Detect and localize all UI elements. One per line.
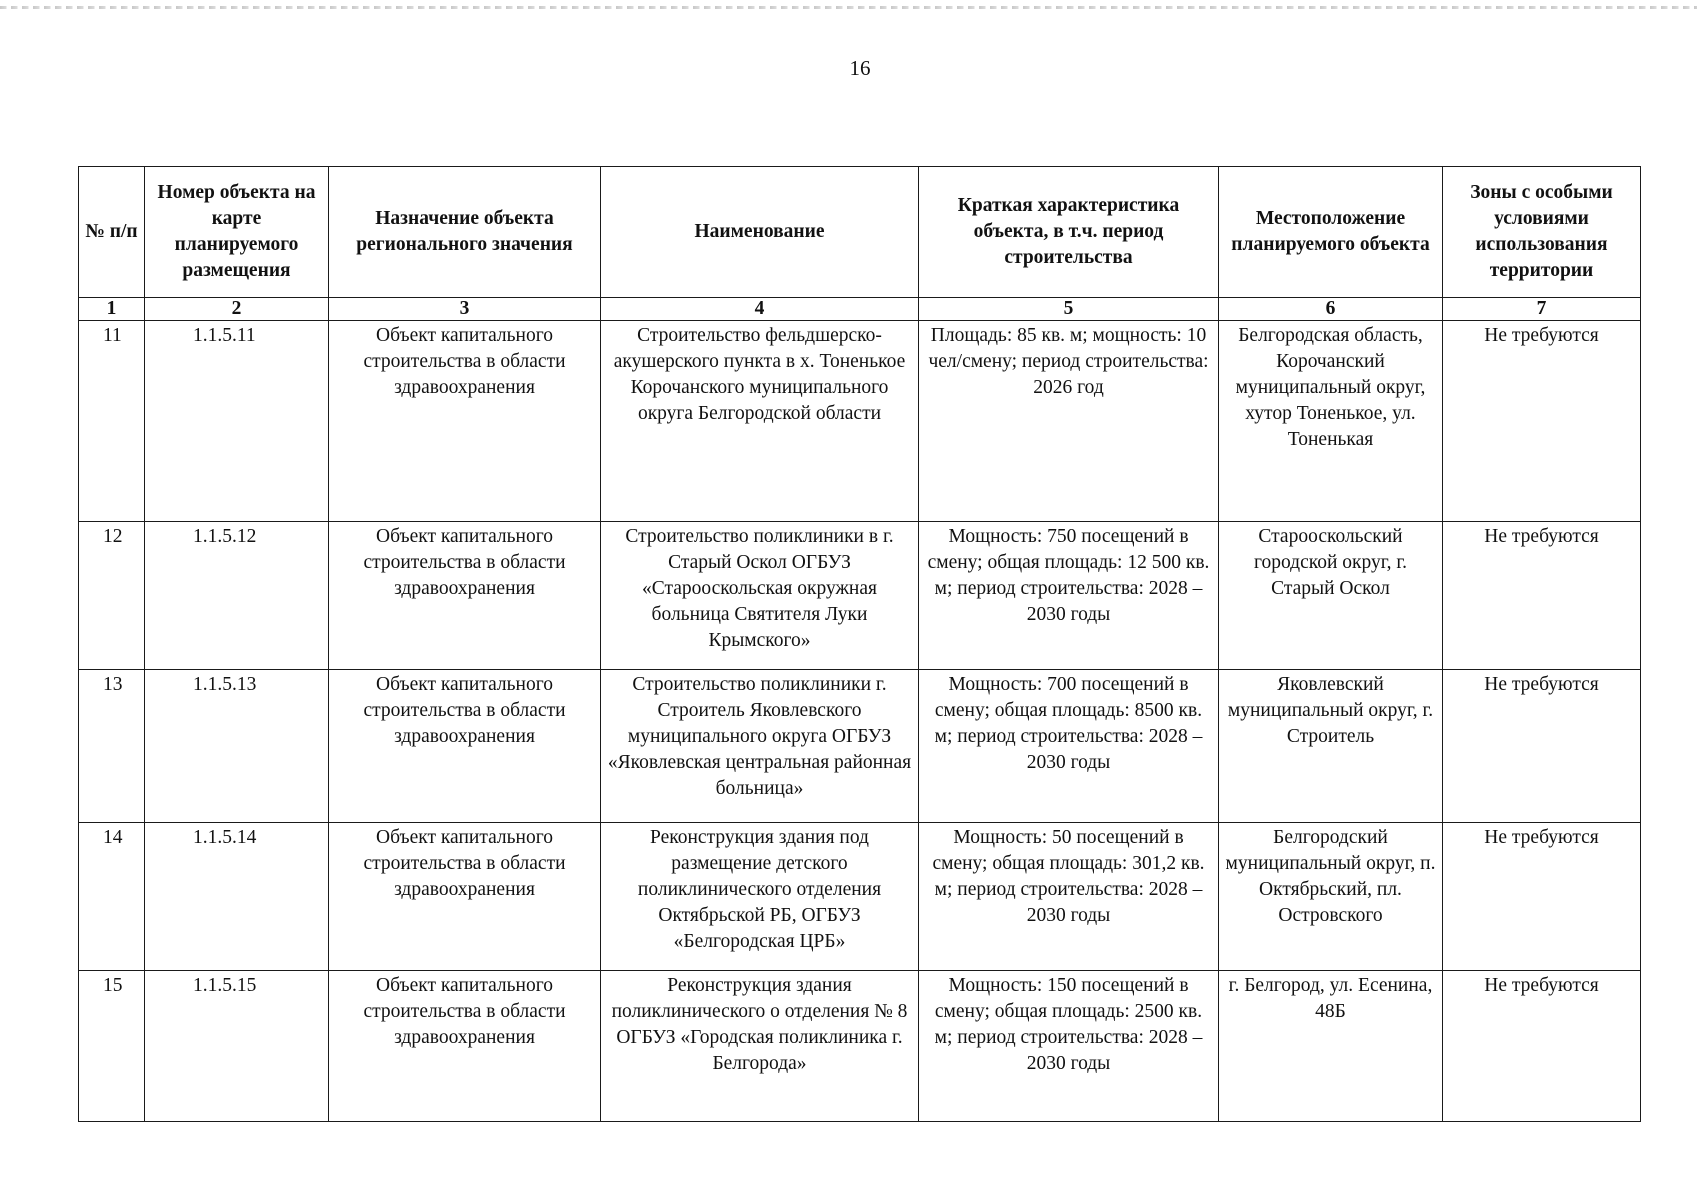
- column-number: 4: [601, 298, 919, 321]
- object-name: Реконструкция здания под размещение детского поликлинического отделения Октябрьской РБ, ОГБУЗ «Белгородская ЦРБ»: [601, 823, 919, 971]
- map-code: 1.1.5.11: [145, 321, 329, 522]
- table-row: [79, 670, 1641, 823]
- objects-table: [78, 166, 1641, 1122]
- table-row: [79, 321, 1641, 522]
- object-characteristics: Площадь: 85 кв. м; мощность: 10 чел/смену; период строительства: 2026 год: [919, 321, 1219, 522]
- object-name: Строительство поликлиники в г. Старый Оскол ОГБУЗ «Старооскольская окружная больница Святителя Луки Крымского»: [601, 522, 919, 670]
- table-row: [79, 823, 1641, 971]
- header-zones: Зоны с особыми условиями использования территории: [1443, 167, 1641, 298]
- object-purpose: Объект капитального строительства в области здравоохранения: [329, 670, 601, 823]
- header-number: № п/п: [79, 167, 145, 298]
- object-characteristics: Мощность: 50 посещений в смену; общая площадь: 301,2 кв. м; период строительства: 2028 – 2030 годы: [919, 823, 1219, 971]
- map-code: 1.1.5.12: [145, 522, 329, 670]
- table-row: [79, 971, 1641, 1122]
- object-location: Белгородский муниципальный округ, п. Октябрьский, пл. Островского: [1219, 823, 1443, 971]
- object-purpose: Объект капитального строительства в области здравоохранения: [329, 823, 601, 971]
- header-name: Наименование: [601, 167, 919, 298]
- column-number: 5: [919, 298, 1219, 321]
- column-number: 7: [1443, 298, 1641, 321]
- object-characteristics: Мощность: 150 посещений в смену; общая площадь: 2500 кв. м; период строительства: 2028 – 2030 годы: [919, 971, 1219, 1122]
- row-number: 15: [79, 971, 145, 1122]
- column-number: 6: [1219, 298, 1443, 321]
- header-purpose: Назначение объекта регионального значения: [329, 167, 601, 298]
- map-code: 1.1.5.14: [145, 823, 329, 971]
- object-purpose: Объект капитального строительства в области здравоохранения: [329, 321, 601, 522]
- column-number: 2: [145, 298, 329, 321]
- object-location: Белгородская область, Корочанский муниципальный округ, хутор Тоненькое, ул. Тоненькая: [1219, 321, 1443, 522]
- row-number: 14: [79, 823, 145, 971]
- object-zones: Не требуются: [1443, 823, 1641, 971]
- column-number: 1: [79, 298, 145, 321]
- header-characteristics: Краткая характеристика объекта, в т.ч. период строительства: [919, 167, 1219, 298]
- header-row: [79, 167, 1641, 298]
- header-location: Местоположение планируемого объекта: [1219, 167, 1443, 298]
- column-number: 3: [329, 298, 601, 321]
- object-characteristics: Мощность: 700 посещений в смену; общая площадь: 8500 кв. м; период строительства: 2028 – 2030 годы: [919, 670, 1219, 823]
- object-name: Реконструкция здания поликлинического о отделения № 8 ОГБУЗ «Городская поликлиника г. Белгорода»: [601, 971, 919, 1122]
- header-map-code: Номер объекта на карте планируемого размещения: [145, 167, 329, 298]
- page-number: 16: [849, 56, 871, 80]
- object-zones: Не требуются: [1443, 670, 1641, 823]
- object-location: г. Белгород, ул. Есенина, 48Б: [1219, 971, 1443, 1122]
- map-code: 1.1.5.13: [145, 670, 329, 823]
- object-location: Старооскольский городской округ, г. Старый Оскол: [1219, 522, 1443, 670]
- map-code: 1.1.5.15: [145, 971, 329, 1122]
- object-zones: Не требуются: [1443, 971, 1641, 1122]
- table-row: [79, 522, 1641, 670]
- object-name: Строительство поликлиники г. Строитель Яковлевского муниципального округа ОГБУЗ «Яковлевская центральная районная больница»: [601, 670, 919, 823]
- object-purpose: Объект капитального строительства в области здравоохранения: [329, 522, 601, 670]
- object-characteristics: Мощность: 750 посещений в смену; общая площадь: 12 500 кв. м; период строительства: 2028 – 2030 годы: [919, 522, 1219, 670]
- object-zones: Не требуются: [1443, 522, 1641, 670]
- scan-edge-artifact: [0, 6, 1697, 9]
- row-number: 13: [79, 670, 145, 823]
- object-location: Яковлевский муниципальный округ, г. Строитель: [1219, 670, 1443, 823]
- row-number: 11: [79, 321, 145, 522]
- object-zones: Не требуются: [1443, 321, 1641, 522]
- row-number: 12: [79, 522, 145, 670]
- object-name: Строительство фельдшерско-акушерского пункта в х. Тоненькое Корочанского муниципального округа Белгородской области: [601, 321, 919, 522]
- column-number-row: [79, 298, 1641, 321]
- object-purpose: Объект капитального строительства в области здравоохранения: [329, 971, 601, 1122]
